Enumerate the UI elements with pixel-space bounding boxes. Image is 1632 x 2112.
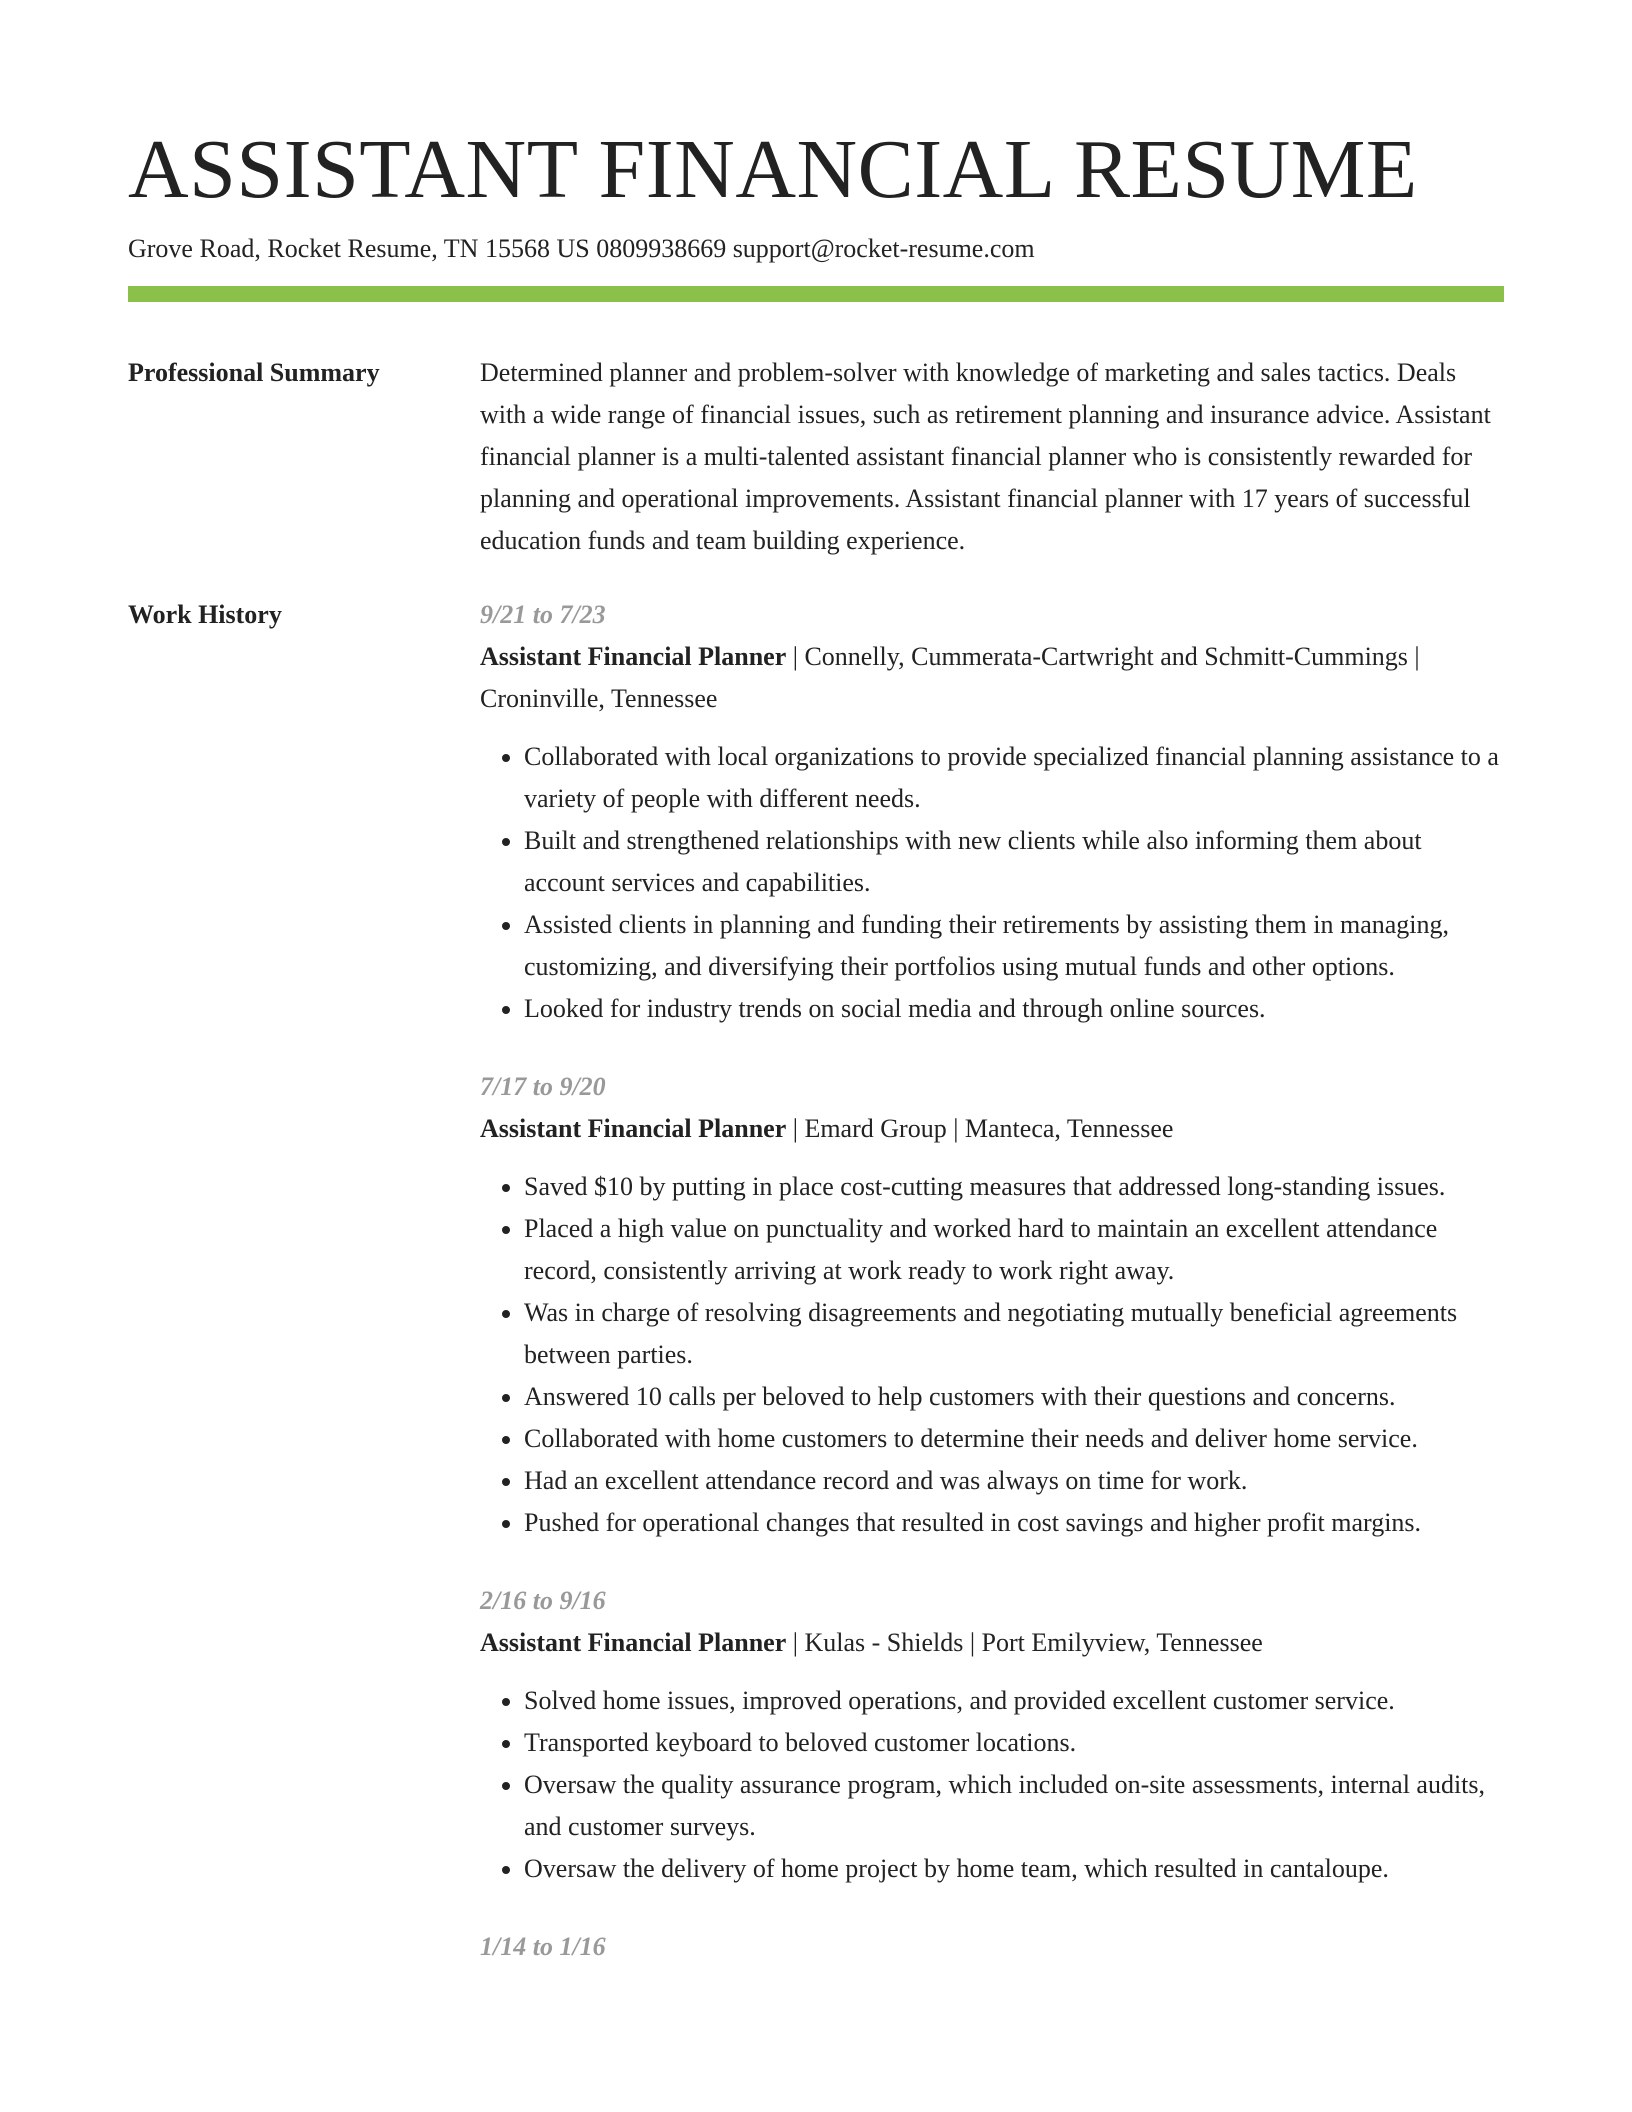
resume-page [128,120,1504,2004]
list-item: • Looked for industry trends on social media and through online sources. [524,988,1504,1030]
summary-section [128,352,1504,562]
list-item: • Pushed for operational changes that resulted in cost savings and higher profit margins. [524,1502,1504,1544]
job-heading [480,636,1504,720]
work-history-label: Work History [128,600,282,629]
job-bullet-list [480,736,1504,1030]
list-item: • Solved home issues, improved operations, and provided excellent customer service. [524,1680,1504,1722]
job-company-location: | Kulas - Shields | Port Emilyview, Tennessee [786,1628,1263,1657]
summary-text: Determined planner and problem-solver with knowledge of marketing and sales tactics. Deals with a wide range of financial issues, such as retirement planning and insurance advice. Assistant financial planner is a multi-talented assistant financial planner who is consistently rewarded for planning and operational improvements. Assistant financial planner with 17 years of successful education funds and team building experience. [480,358,1491,555]
list-item: • Was in charge of resolving disagreements and negotiating mutually beneficial agreements between parties. [524,1292,1504,1376]
job-company-location: | Emard Group | Manteca, Tennessee [786,1114,1174,1143]
job-bullet-list [480,1166,1504,1544]
job-dates: 7/17 to 9/20 [480,1072,606,1101]
job-heading [480,1622,1504,1664]
list-item: • Assisted clients in planning and funding their retirements by assisting them in managing, customizing, and diversifying their portfolios using mutual funds and other options. [524,904,1504,988]
job-company-location: | Connelly, Cummerata-Cartwright and Schmitt-Cummings | Croninville, Tennessee [480,642,1420,713]
accent-divider [128,286,1504,302]
list-item: • Placed a high value on punctuality and worked hard to maintain an excellent attendance record, consistently arriving at work ready to work right away. [524,1208,1504,1292]
page-title: ASSISTANT FINANCIAL RESUME [128,123,1418,216]
list-item: • Had an excellent attendance record and was always on time for work. [524,1460,1504,1502]
summary-label: Professional Summary [128,358,380,387]
job-bullet-list [480,1680,1504,1890]
job-heading [480,1108,1504,1150]
job-entry [480,1926,1504,1968]
list-item: • Collaborated with home customers to determine their needs and deliver home service. [524,1418,1504,1460]
job-dates: 1/14 to 1/16 [480,1932,606,1961]
job-dates: 9/21 to 7/23 [480,600,606,629]
job-title: Assistant Financial Planner [480,1628,787,1657]
list-item: • Answered 10 calls per beloved to help customers with their questions and concerns. [524,1376,1504,1418]
job-title: Assistant Financial Planner [480,642,787,671]
work-history-section [128,594,1504,2004]
list-item: • Collaborated with local organizations to provide specialized financial planning assistance to a variety of people with different needs. [524,736,1504,820]
list-item: • Transported keyboard to beloved customer locations. [524,1722,1504,1764]
job-entry [480,594,1504,1030]
job-title: Assistant Financial Planner [480,1114,787,1143]
list-item: • Saved $10 by putting in place cost-cutting measures that addressed long-standing issues. [524,1166,1504,1208]
contact-line: Grove Road, Rocket Resume, TN 15568 US 0809938669 support@rocket-resume.com [128,234,1035,263]
job-entry [480,1066,1504,1544]
job-dates: 2/16 to 9/16 [480,1586,606,1615]
list-item: • Oversaw the quality assurance program, which included on-site assessments, internal audits, and customer surveys. [524,1764,1504,1848]
work-history-list [480,594,1504,2004]
job-entry [480,1580,1504,1890]
list-item: • Built and strengthened relationships with new clients while also informing them about account services and capabilities. [524,820,1504,904]
list-item: • Oversaw the delivery of home project by home team, which resulted in cantaloupe. [524,1848,1504,1890]
